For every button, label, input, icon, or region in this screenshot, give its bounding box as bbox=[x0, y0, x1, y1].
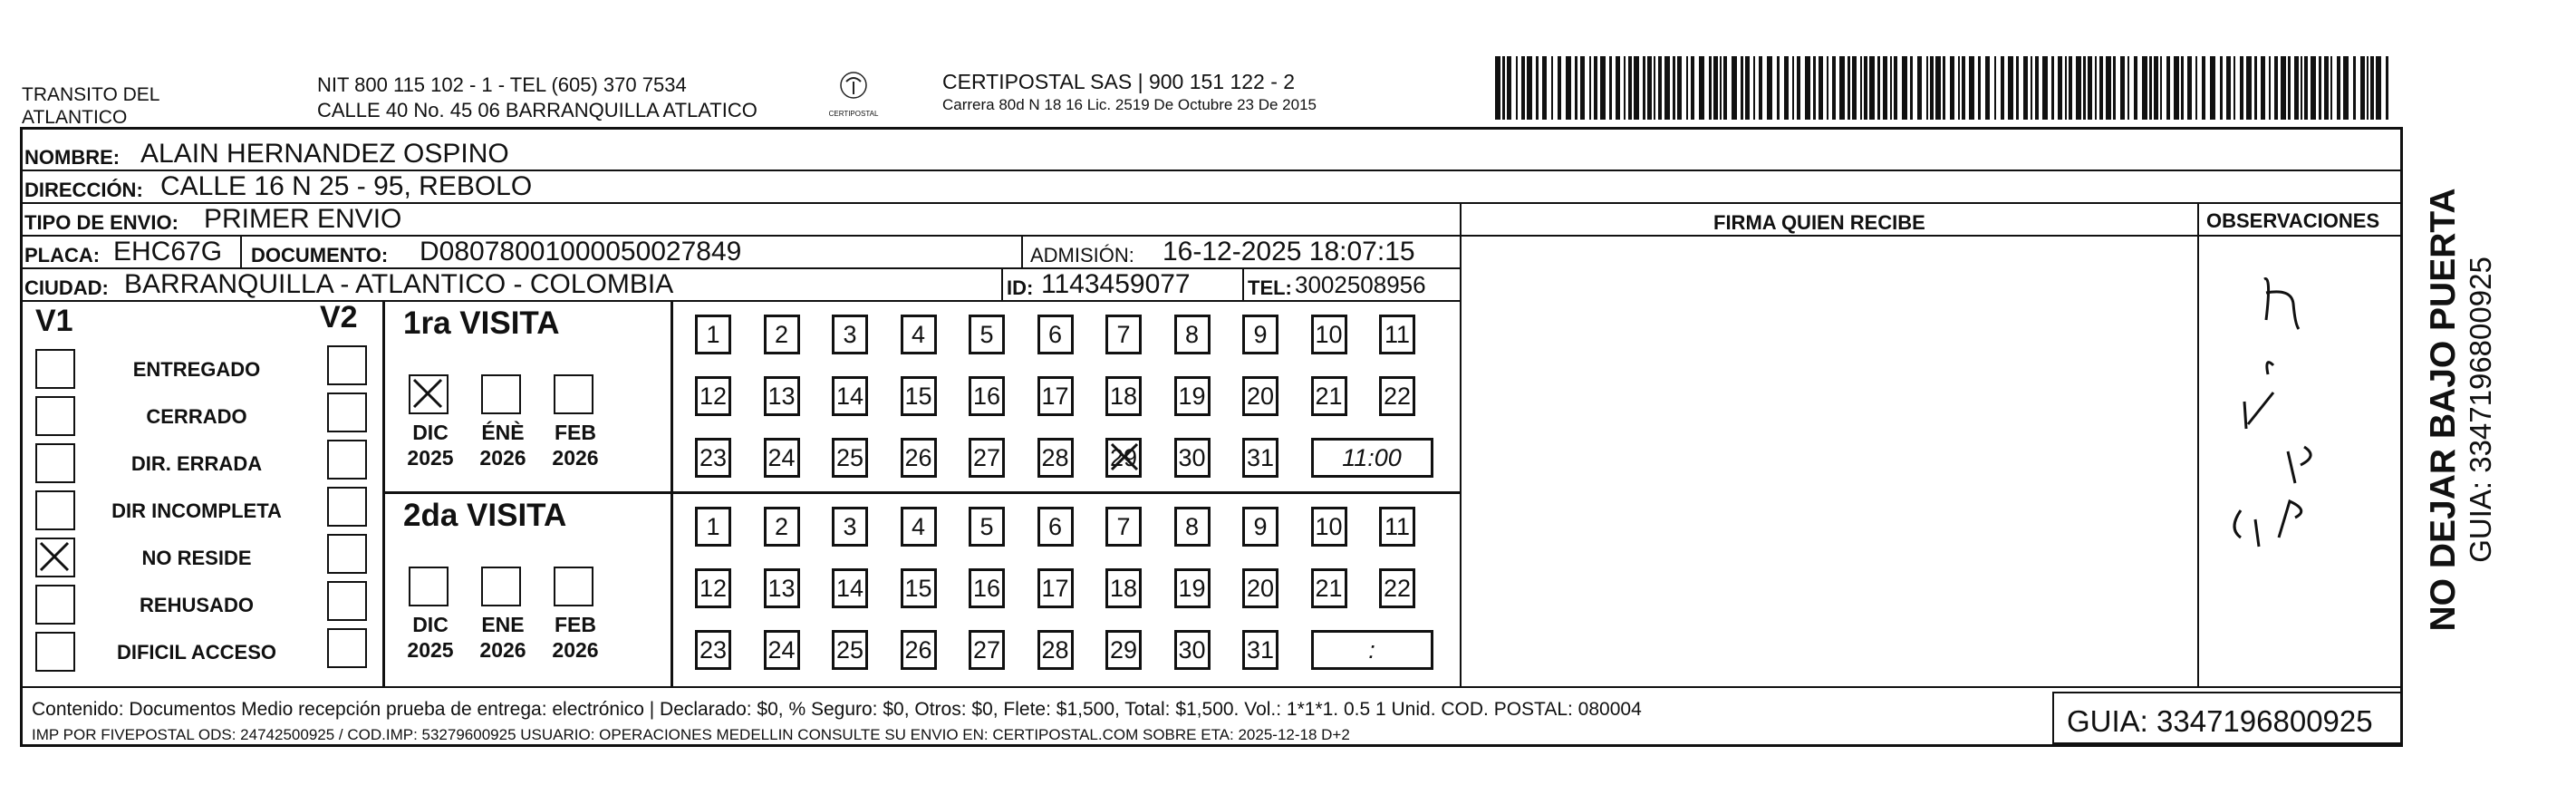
month-checkbox[interactable] bbox=[409, 374, 449, 414]
month-checkbox[interactable] bbox=[554, 567, 593, 606]
day-box[interactable]: 29 bbox=[1105, 438, 1142, 478]
day-box[interactable]: 20 bbox=[1242, 376, 1278, 416]
day-box[interactable]: 12 bbox=[695, 376, 731, 416]
guia-box bbox=[2052, 692, 2400, 744]
month-year: 2026 bbox=[552, 638, 599, 662]
row-ciudad bbox=[23, 269, 1460, 302]
day-box[interactable]: 3 bbox=[832, 315, 868, 354]
visit2-title: 2da VISITA bbox=[403, 498, 567, 533]
month-checkbox[interactable] bbox=[409, 567, 449, 606]
direccion-value: CALLE 16 N 25 - 95, REBOLO bbox=[160, 171, 533, 201]
divider bbox=[1001, 269, 1003, 302]
month-label bbox=[403, 612, 458, 663]
firma-area[interactable] bbox=[1463, 238, 2195, 684]
day-box[interactable]: 22 bbox=[1379, 568, 1415, 608]
guia-value: GUIA: 3347196800925 bbox=[2067, 704, 2373, 738]
day-box[interactable]: 8 bbox=[1174, 507, 1211, 547]
visit1-title: 1ra VISITA bbox=[403, 305, 560, 341]
ciudad-value: BARRANQUILLA - ATLANTICO - COLOMBIA bbox=[124, 269, 674, 299]
day-box[interactable]: 30 bbox=[1174, 438, 1211, 478]
ciudad-label: CIUDAD: bbox=[24, 276, 109, 299]
month-year: 2026 bbox=[479, 446, 526, 470]
day-box[interactable]: 23 bbox=[695, 630, 731, 670]
day-box[interactable]: 13 bbox=[764, 568, 800, 608]
day-box[interactable]: 19 bbox=[1174, 376, 1211, 416]
org-line1: TRANSITO DEL bbox=[22, 84, 160, 105]
side-text bbox=[2424, 188, 2498, 631]
id-label: ID: bbox=[1007, 276, 1034, 299]
placa-value: EHC67G bbox=[113, 237, 223, 267]
day-box[interactable]: 18 bbox=[1105, 376, 1142, 416]
day-box[interactable]: 30 bbox=[1174, 630, 1211, 670]
day-box[interactable]: 11 bbox=[1379, 507, 1415, 547]
day-box[interactable]: 12 bbox=[695, 568, 731, 608]
handwritten-note bbox=[2201, 238, 2397, 684]
day-box[interactable]: 1 bbox=[695, 507, 731, 547]
logo-icon bbox=[835, 71, 872, 105]
day-box[interactable]: 27 bbox=[969, 630, 1005, 670]
firma-label: FIRMA QUIEN RECIBE bbox=[1713, 211, 1925, 234]
day-box[interactable]: 15 bbox=[901, 376, 937, 416]
observaciones-left-border bbox=[2197, 204, 2199, 686]
day-box[interactable]: 17 bbox=[1037, 376, 1074, 416]
day-box[interactable]: 31 bbox=[1242, 438, 1278, 478]
month-year: 2026 bbox=[552, 446, 599, 470]
delivery-form bbox=[20, 127, 2403, 747]
tipo-value: PRIMER ENVIO bbox=[204, 204, 402, 234]
day-box[interactable]: 26 bbox=[901, 438, 937, 478]
day-box[interactable]: 18 bbox=[1105, 568, 1142, 608]
status-option-label: DIFICIL ACCESO bbox=[116, 641, 276, 664]
day-box[interactable]: 6 bbox=[1037, 315, 1074, 354]
firma-left-border bbox=[1460, 204, 1462, 686]
id-value: 1143459077 bbox=[1041, 269, 1191, 299]
day-box[interactable]: 21 bbox=[1311, 568, 1347, 608]
status-option-label: ENTREGADO bbox=[132, 358, 261, 381]
day-box[interactable]: 26 bbox=[901, 630, 937, 670]
day-box[interactable]: 24 bbox=[764, 438, 800, 478]
v1-checkbox[interactable] bbox=[35, 396, 75, 436]
day-box[interactable]: 7 bbox=[1105, 315, 1142, 354]
company-info bbox=[942, 69, 1317, 116]
nombre-value: ALAIN HERNANDEZ OSPINO bbox=[140, 139, 509, 169]
nit-line: NIT 800 115 102 - 1 - TEL (605) 370 7534 bbox=[317, 73, 687, 96]
day-box[interactable]: 20 bbox=[1242, 568, 1278, 608]
day-box[interactable]: 23 bbox=[695, 438, 731, 478]
day-box[interactable]: 21 bbox=[1311, 376, 1347, 416]
placa-label: PLACA: bbox=[24, 244, 101, 267]
divider bbox=[1021, 237, 1023, 269]
status-option-label: REHUSADO bbox=[140, 594, 254, 616]
visit1-section bbox=[385, 302, 1460, 494]
divider bbox=[1242, 269, 1244, 302]
v2-label: V2 bbox=[320, 300, 358, 334]
day-box[interactable]: 25 bbox=[832, 630, 868, 670]
month-year: 2025 bbox=[407, 446, 454, 470]
side-panel bbox=[2410, 156, 2512, 664]
day-box[interactable]: 9 bbox=[1242, 507, 1278, 547]
status-option-label: DIR INCOMPLETA bbox=[111, 499, 282, 522]
contenido-line: Contenido: Documentos Medio recepción prueba de entrega: electrónico | Declarado: $0, % Seguro: $0, Otros: $0, Flete: $1,500, Total: $1,500. Vol.: 1*1*1. 0.5 1 Unid. COD. POSTAL: 080004 bbox=[32, 699, 1642, 720]
address-line: CALLE 40 No. 45 06 BARRANQUILLA ATLATICO bbox=[317, 99, 757, 121]
day-box[interactable]: 13 bbox=[764, 376, 800, 416]
row-tipo bbox=[23, 204, 2400, 237]
visit2-section bbox=[385, 494, 1460, 686]
month-name: FEB bbox=[555, 613, 596, 636]
admision-value: 16-12-2025 18:07:15 bbox=[1163, 237, 1415, 267]
divider bbox=[240, 237, 242, 269]
tipo-label: TIPO DE ENVIO: bbox=[24, 211, 178, 234]
day-box[interactable]: 1 bbox=[695, 315, 731, 354]
row-nombre bbox=[23, 139, 2400, 171]
day-box[interactable]: 16 bbox=[969, 376, 1005, 416]
status-option-label: CERRADO bbox=[146, 405, 247, 428]
day-box[interactable]: 2 bbox=[764, 315, 800, 354]
v1-checkbox[interactable] bbox=[35, 585, 75, 625]
day-box[interactable]: 28 bbox=[1037, 630, 1074, 670]
company-line: CERTIPOSTAL SAS | 900 151 122 - 2 bbox=[942, 70, 1296, 93]
month-label bbox=[548, 612, 603, 663]
footer-divider bbox=[23, 686, 2400, 688]
month-year: 2026 bbox=[479, 638, 526, 662]
check-mark-icon bbox=[1108, 441, 1143, 475]
v1-label: V1 bbox=[35, 304, 73, 338]
day-box[interactable]: 19 bbox=[1174, 568, 1211, 608]
footer-text bbox=[32, 697, 1642, 748]
v2-checkbox[interactable] bbox=[327, 581, 367, 621]
month-name: ÉNÈ bbox=[481, 421, 525, 444]
day-box[interactable]: 27 bbox=[969, 438, 1005, 478]
month-name: FEB bbox=[555, 421, 596, 444]
tel-label: TEL: bbox=[1248, 276, 1292, 299]
time-box[interactable]: 11:00 bbox=[1311, 438, 1433, 478]
documento-value: D08078001000050027849 bbox=[420, 237, 742, 267]
tel-value: 3002508956 bbox=[1295, 271, 1426, 298]
day-box[interactable]: 28 bbox=[1037, 438, 1074, 478]
month-year: 2025 bbox=[407, 638, 454, 662]
status-option-label: DIR. ERRADA bbox=[130, 452, 263, 475]
nombre-label: NOMBRE: bbox=[24, 146, 121, 169]
day-box[interactable]: 6 bbox=[1037, 507, 1074, 547]
day-box[interactable]: 9 bbox=[1242, 315, 1278, 354]
month-checkbox[interactable] bbox=[481, 374, 521, 414]
day-box[interactable]: 5 bbox=[969, 507, 1005, 547]
v2-checkbox[interactable] bbox=[327, 440, 367, 480]
month-label bbox=[403, 420, 458, 470]
day-box[interactable]: 4 bbox=[901, 315, 937, 354]
time-box[interactable]: : bbox=[1311, 630, 1433, 670]
day-box[interactable]: 10 bbox=[1311, 315, 1347, 354]
month-checkbox[interactable] bbox=[554, 374, 593, 414]
org-contact bbox=[317, 73, 757, 123]
day-box[interactable]: 8 bbox=[1174, 315, 1211, 354]
month-name: DIC bbox=[412, 613, 449, 636]
check-mark-icon bbox=[410, 376, 447, 412]
v2-checkbox[interactable] bbox=[327, 487, 367, 527]
observaciones-area[interactable] bbox=[2201, 238, 2397, 684]
barcode bbox=[1495, 56, 2401, 120]
month-name: DIC bbox=[412, 421, 449, 444]
day-box[interactable]: 14 bbox=[832, 568, 868, 608]
month-name: ENE bbox=[481, 613, 525, 636]
day-box[interactable]: 5 bbox=[969, 315, 1005, 354]
observaciones-label: OBSERVACIONES bbox=[2206, 209, 2380, 232]
org-name bbox=[22, 83, 159, 129]
day-box[interactable]: 7 bbox=[1105, 507, 1142, 547]
v1-checkbox[interactable] bbox=[35, 349, 75, 389]
day-box[interactable]: 16 bbox=[969, 568, 1005, 608]
check-mark-icon bbox=[37, 539, 73, 576]
day-box[interactable]: 4 bbox=[901, 507, 937, 547]
direccion-label: DIRECCIÓN: bbox=[24, 179, 143, 201]
admision-label: ADMISIÓN: bbox=[1030, 244, 1134, 267]
logo-text: CERTIPOSTAL bbox=[828, 110, 879, 118]
row-direccion bbox=[23, 171, 2400, 204]
day-box[interactable]: 31 bbox=[1242, 630, 1278, 670]
v1-checkbox[interactable] bbox=[35, 632, 75, 672]
v1-checkbox[interactable] bbox=[35, 490, 75, 530]
side-warning: NO DEJAR BAJO PUERTA bbox=[2424, 188, 2463, 632]
day-box[interactable]: 22 bbox=[1379, 376, 1415, 416]
barcode-bars bbox=[1495, 56, 2401, 120]
day-box[interactable]: 17 bbox=[1037, 568, 1074, 608]
divider bbox=[671, 494, 673, 686]
status-option-label: NO RESIDE bbox=[141, 547, 252, 569]
company-logo bbox=[826, 71, 881, 118]
month-label bbox=[476, 420, 530, 470]
row-placa bbox=[23, 237, 1460, 269]
month-checkbox[interactable] bbox=[481, 567, 521, 606]
v2-checkbox[interactable] bbox=[327, 345, 367, 385]
day-box[interactable]: 3 bbox=[832, 507, 868, 547]
v1-checkbox[interactable] bbox=[35, 443, 75, 483]
day-box[interactable]: 25 bbox=[832, 438, 868, 478]
day-box[interactable]: 11 bbox=[1379, 315, 1415, 354]
month-label bbox=[476, 612, 530, 663]
divider bbox=[671, 302, 673, 494]
license-line: Carrera 80d N 18 16 Lic. 2519 De Octubre 23 De 2015 bbox=[942, 96, 1317, 113]
day-box[interactable]: 29 bbox=[1105, 630, 1142, 670]
day-box[interactable]: 15 bbox=[901, 568, 937, 608]
v2-checkbox[interactable] bbox=[327, 392, 367, 432]
v2-checkbox[interactable] bbox=[327, 628, 367, 668]
status-section bbox=[23, 302, 385, 686]
month-label bbox=[548, 420, 603, 470]
v1-checkbox[interactable] bbox=[35, 538, 75, 577]
day-box[interactable]: 24 bbox=[764, 630, 800, 670]
v2-checkbox[interactable] bbox=[327, 534, 367, 574]
day-box[interactable]: 2 bbox=[764, 507, 800, 547]
documento-label: DOCUMENTO: bbox=[251, 244, 389, 267]
day-box[interactable]: 10 bbox=[1311, 507, 1347, 547]
org-line2: ATLANTICO bbox=[22, 107, 128, 128]
imp-line: IMP POR FIVEPOSTAL ODS: 24742500925 / COD.IMP: 53279600925 USUARIO: OPERACIONES MEDELLIN CONSULTE SU ENVIO EN: CERTIPOSTAL.COM SOBRE ETA: 2025-12-18 D+2 bbox=[32, 726, 1350, 743]
side-guia: GUIA: 3347196800925 bbox=[2464, 257, 2497, 563]
day-box[interactable]: 14 bbox=[832, 376, 868, 416]
